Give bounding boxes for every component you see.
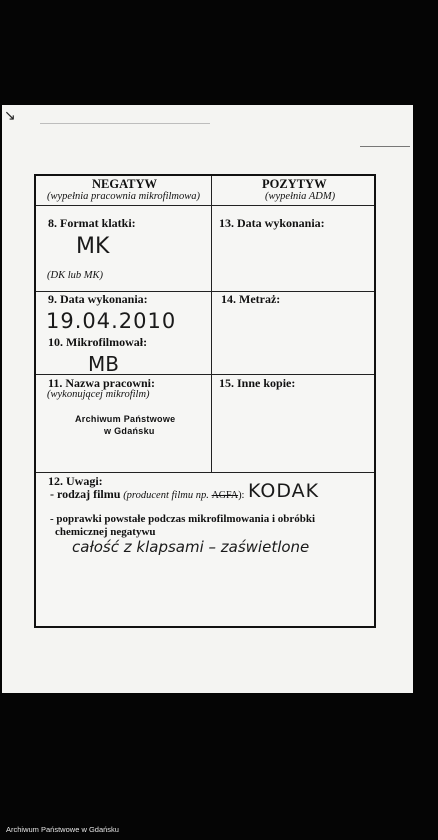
stamp-line-1: Archiwum Państwowe [75, 414, 176, 424]
rodzaj-filmu-label: - rodzaj filmu [50, 487, 121, 501]
corner-mark: ↘ [4, 109, 16, 124]
row-divider [36, 374, 374, 375]
negatyw-title: NEGATYW [92, 177, 158, 191]
column-divider [211, 176, 212, 472]
format-klatki-value: MK [76, 234, 110, 259]
data-wykonania-pozytyw-label: 13. Data wykonania: [219, 216, 325, 230]
data-wykonania-value: 19.04.2010 [46, 309, 177, 333]
rodzaj-filmu-end: ): [238, 490, 245, 501]
inne-kopie-label: 15. Inne kopie: [219, 376, 296, 390]
stamp-line-2: w Gdańsku [104, 426, 155, 436]
poprawki-value: całość z klapsami – zaświetlone [72, 538, 310, 556]
negatyw-subtitle: (wypełnia pracownia mikrofilmowa) [47, 191, 201, 202]
pozytyw-title: POZYTYW [262, 177, 327, 191]
pozytyw-subtitle: (wypełnia ADM) [265, 191, 336, 202]
row-divider [36, 472, 374, 473]
format-klatki-note: (DK lub MK) [47, 270, 103, 281]
rodzaj-filmu-sub: (producent filmu np. [123, 490, 209, 501]
nazwa-pracowni-subtitle: (wykonującej mikrofilm) [47, 389, 150, 400]
format-klatki-label: 8. Format klatki: [48, 216, 136, 230]
scan-line [40, 123, 210, 124]
rodzaj-filmu-row [50, 487, 244, 502]
scan-line [360, 146, 410, 147]
poprawki-line-2: chemicznej negatywu [55, 526, 156, 538]
mikrofilmowal-value: MB [88, 352, 119, 376]
data-wykonania-label: 9. Data wykonania: [48, 292, 148, 306]
mikrofilmowal-label: 10. Mikrofilmował: [48, 335, 148, 349]
row-divider [36, 205, 374, 206]
uwagi-label: 12. Uwagi: [48, 474, 103, 488]
rodzaj-filmu-strike: AGFA [211, 490, 239, 501]
metraz-label: 14. Metraż: [221, 292, 281, 306]
nazwa-pracowni-label: 11. Nazwa pracowni: [48, 376, 155, 390]
rodzaj-filmu-value: KODAK [248, 480, 320, 502]
footer-archive-name: Archiwum Państwowe w Gdańsku [6, 825, 119, 834]
poprawki-line-1: - poprawki powstałe podczas mikrofilmowania i obróbki [50, 513, 316, 525]
